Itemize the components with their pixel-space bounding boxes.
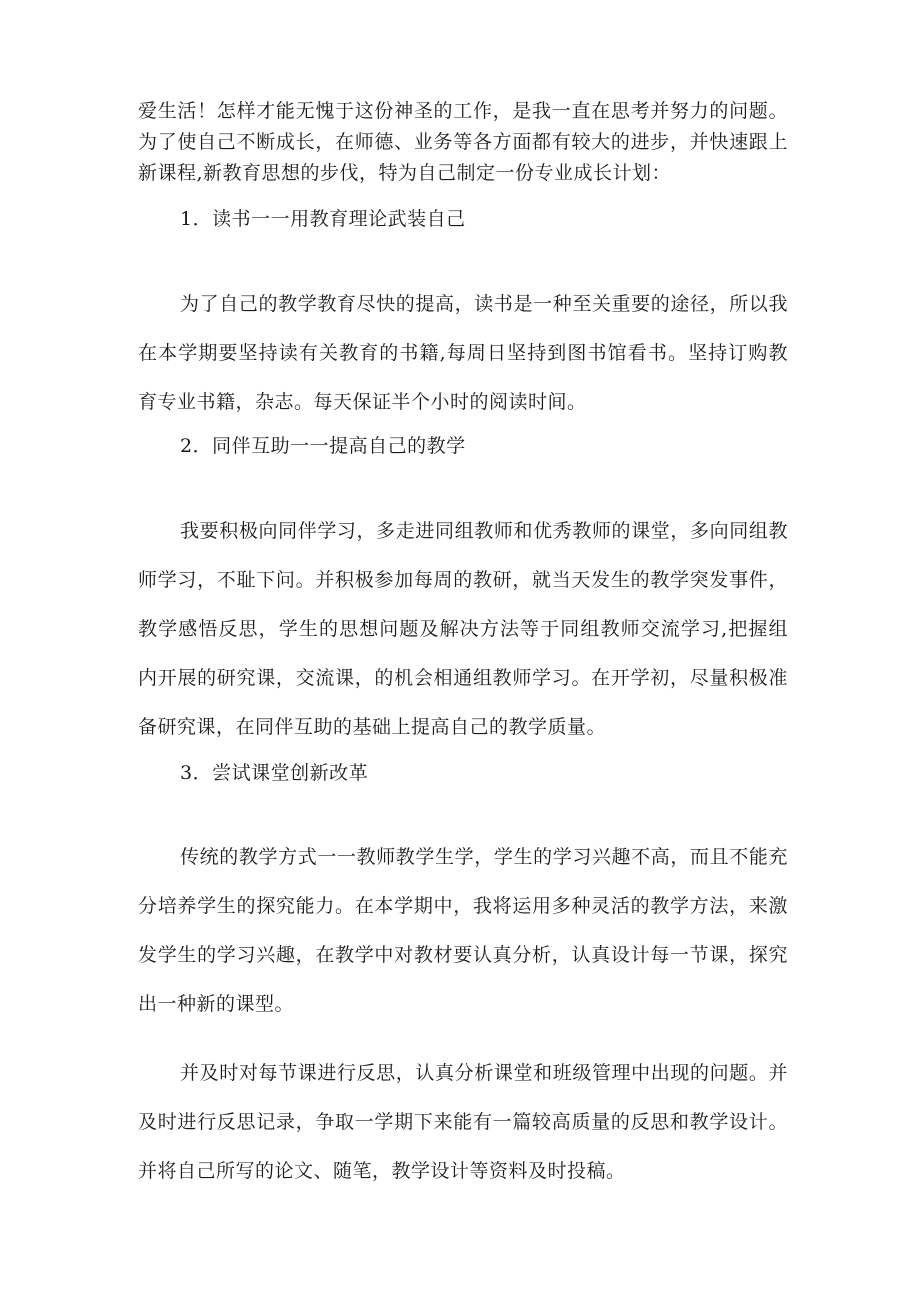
section-paragraph-classroom-innovation-2: 并及时对每节课进行反思，认真分析课堂和班级管理中出现的问题。并及时进行反思记录，争取一学期下来能有一篇较高质量的反思和教学设计。并将自己所写的论文、随笔，教学设计等资料及时投稿。 bbox=[138, 1062, 788, 1182]
section-heading-classroom-innovation: 3．尝试课堂创新改革 bbox=[180, 762, 369, 784]
section-paragraph-classroom-innovation-1: 传统的教学方式一一教师教学生学，学生的学习兴趣不高，而且不能充分培养学生的探究能力。在本学期中，我将运用多种灵活的教学方法，来激发学生的学习兴趣，在教学中对教材要认真分析，认真设计每一节课，探究出一种新的课型。 bbox=[138, 846, 788, 1015]
section-heading-peer-support: 2．同伴互助一一提高自己的教学 bbox=[180, 435, 466, 457]
section-paragraph-peer-support: 我要积极向同伴学习，多走进同组教师和优秀教师的课堂，多向同组教师学习，不耻下问。并积极参加每周的教研，就当天发生的教学突发事件，教学感悟反思，学生的思想问题及解决方法等于同组教师交流学习,把握组内开展的研究课，交流课，的机会相通组教师学习。在开学初，尽量积极准备研究课，在同伴互助的基础上提高自己的教学质量。 bbox=[138, 520, 788, 738]
intro-paragraph: 爱生活！怎样才能无愧于这份神圣的工作，是我一直在思考并努力的问题。为了使自己不断成长，在师德、业务等各方面都有较大的进步，并快速跟上新课程,新教育思想的步伐，特为自己制定一份专业成长计划： bbox=[138, 100, 788, 184]
section-paragraph-reading: 为了自己的教学教育尽快的提高，读书是一种至关重要的途径，所以我在本学期要坚持读有关教育的书籍,每周日坚持到图书馆看书。坚持订购教育专业书籍，杂志。每天保证半个小时的阅读时间。 bbox=[138, 293, 788, 413]
section-heading-reading: 1．读书一一用教育理论武装自己 bbox=[180, 208, 466, 230]
